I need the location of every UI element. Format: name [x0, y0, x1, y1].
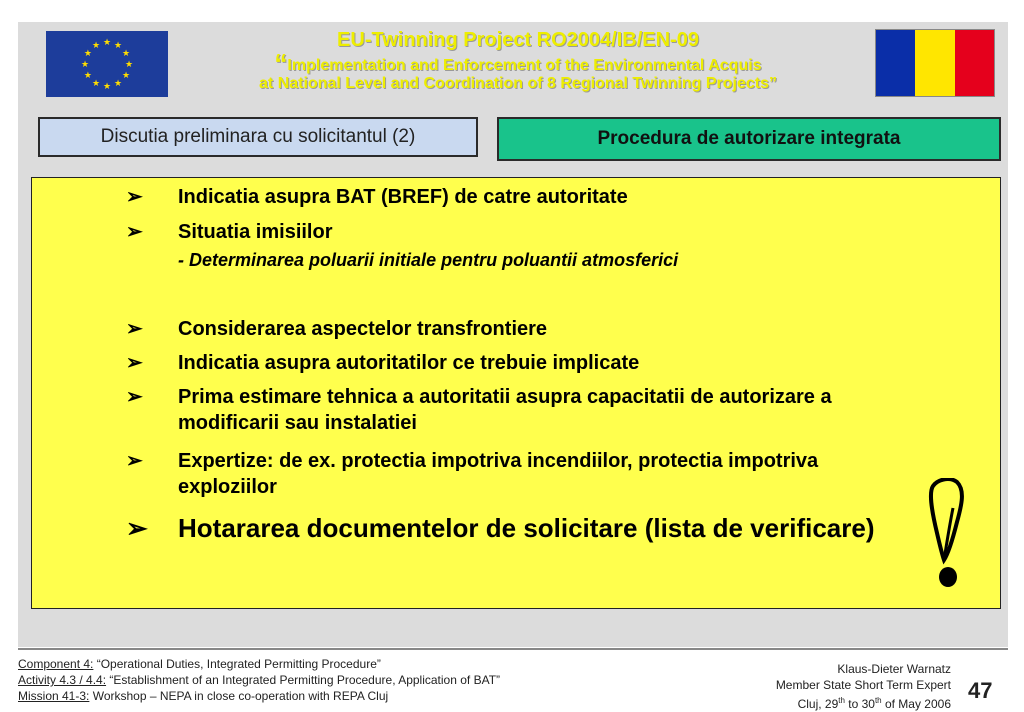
eu-star-icon: ★ [91, 78, 101, 89]
project-subtitle-line1: “Implementation and Enforcement of the Environmental Acquis [274, 48, 762, 78]
author-name: Klaus-Dieter Warnatz [837, 662, 951, 676]
footer-project-info [18, 656, 500, 704]
footer-component: Component 4: “Operational Duties, Integrated Permitting Procedure” [18, 657, 381, 671]
arrow-bullet-icon: ➢ [126, 513, 148, 543]
arrow-bullet-icon: ➢ [126, 450, 143, 472]
list-item: ➢ Considerarea aspectelor transfrontiere [126, 318, 548, 340]
list-item: ➢ Indicatia asupra autoritatilor ce trebuie implicate [126, 352, 640, 374]
list-item: ➢ Indicatia asupra BAT (BREF) de catre autoritate [126, 186, 628, 208]
footer-author-info [776, 661, 951, 712]
project-subtitle-line2: at National Level and Coordination of 8 Regional Twinning Projects” [259, 75, 777, 92]
footer-activity: Activity 4.3 / 4.4: “Establishment of an Integrated Permitting Procedure, Application of BAT” [18, 673, 501, 687]
arrow-bullet-icon: ➢ [126, 386, 143, 408]
eu-star-icon: ★ [91, 39, 101, 50]
eu-star-icon: ★ [102, 81, 112, 91]
event-date: Cluj, 29th to 30th of May 2006 [797, 696, 951, 711]
list-item: ➢ Hotararea documentelor de solicitare (lista de verificare) [126, 513, 875, 543]
list-sub-item: - Determinarea poluarii initiale pentru poluantii atmosferici [178, 250, 679, 270]
project-code: EU-Twinning Project RO2004/IB/EN-09 [337, 29, 699, 51]
section-title-right: Procedura de autorizare integrata [497, 117, 1001, 161]
eu-star-icon: ★ [122, 48, 131, 58]
eu-star-icon: ★ [102, 37, 112, 47]
eu-flag-icon [46, 31, 168, 97]
list-item: ➢ Expertize: de ex. protectia impotriva incendiilor, protectia impotriva exploziilor [126, 450, 819, 498]
footer-divider [18, 648, 1008, 650]
eu-star-icon: ★ [83, 70, 92, 80]
list-item: ➢ Situatia imisiilor [126, 221, 333, 243]
romania-flag-icon [875, 29, 995, 97]
eu-star-icon: ★ [124, 59, 134, 69]
list-item: ➢ Prima estimare tehnica a autoritatii asupra capacitatii de autorizare a modificarii sau instalatiei [126, 386, 832, 434]
arrow-bullet-icon: ➢ [126, 352, 143, 374]
project-title [168, 24, 868, 92]
author-role: Member State Short Term Expert [775, 678, 951, 692]
eu-star-icon: ★ [113, 39, 123, 50]
eu-star-icon: ★ [113, 78, 123, 89]
header-banner [18, 22, 1008, 102]
arrow-bullet-icon: ➢ [126, 318, 143, 340]
page-number: 47 [968, 678, 993, 703]
footer-mission: Mission 41-3: Workshop – NEPA in close co-operation with REPA Cluj [18, 689, 389, 703]
eu-star-icon: ★ [80, 59, 90, 69]
arrow-bullet-icon: ➢ [126, 186, 143, 208]
section-title-left: Discutia preliminara cu solicitantul (2) [38, 117, 478, 157]
eu-star-icon: ★ [83, 48, 92, 58]
arrow-bullet-icon: ➢ [126, 221, 143, 243]
eu-star-icon: ★ [122, 70, 131, 80]
exclamation-icon [915, 478, 975, 590]
